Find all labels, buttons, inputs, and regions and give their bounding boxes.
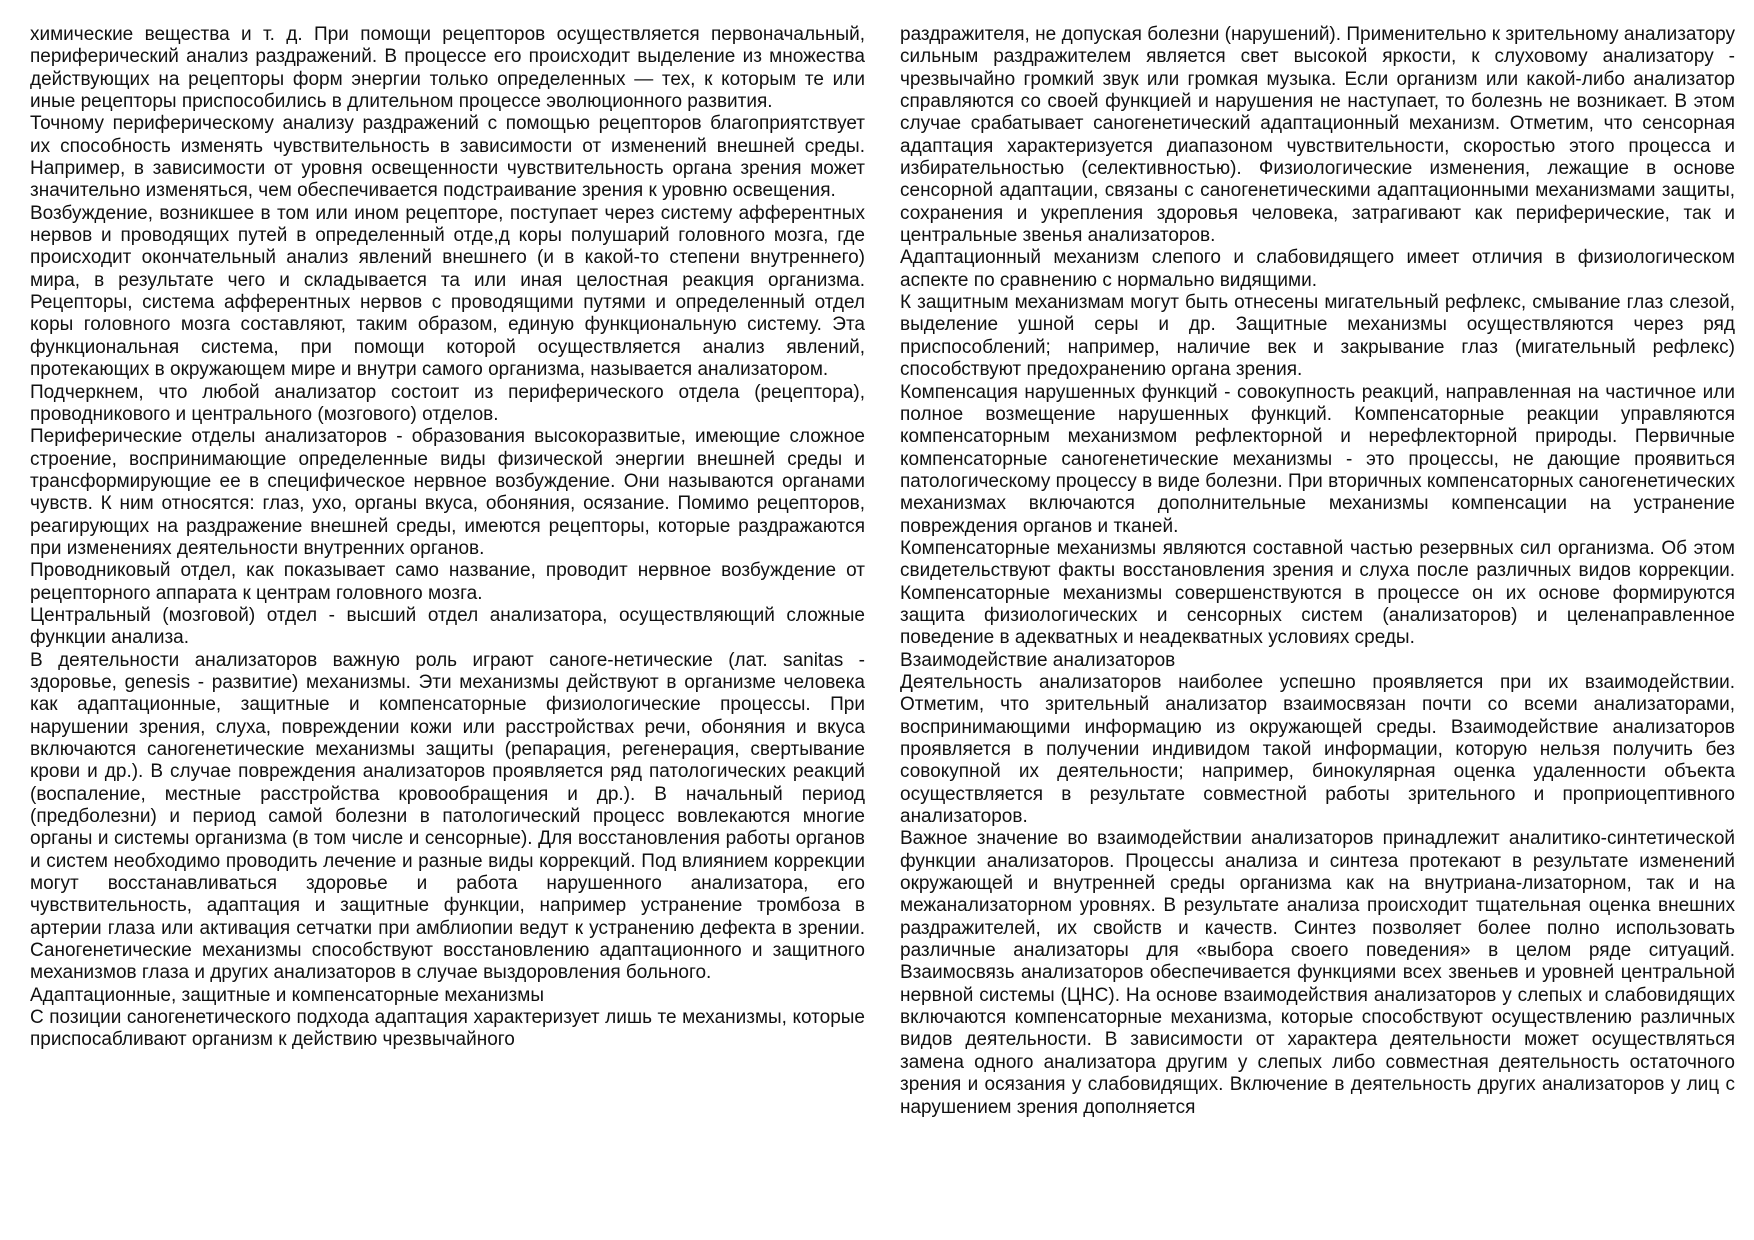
left-column bbox=[30, 24, 865, 1224]
paragraph: Центральный (мозговой) отдел - высший отдел анализатора, осуществляющий сложные функции анализа. bbox=[30, 604, 865, 649]
paragraph: С позиции саногенетического подхода адаптация характеризует лишь те механизмы, которые приспосабливают организм к действию чрезвычайного bbox=[30, 1007, 865, 1051]
paragraph: Компенсация нарушенных функций - совокупность реакций, направленная на частичное или полное возмещение нарушенных функций. Компенсаторные реакции управляются компенсаторным механизмом рефлекторной и нерефлекторной природы. Первичные компенсаторные саногенетические механизмы - это процессы, не дающие проявиться патологическому процессу в виде болезни. При вторичных компенсаторных саногенетических механизмах включаются дополнительные механизмы компенсации на устранение повреждения органов и тканей. bbox=[900, 381, 1735, 537]
paragraph: Важное значение во взаимодействии анализаторов принадлежит аналитико-синтетической функции анализаторов. Процессы анализа и синтеза протекают в результате изменений окружающей и внутренней среды организма как на внутриана-лизаторном, так и на межанализаторном уровнях. В результате анализа происходит тщательная оценка внешних раздражителей, их свойств и качеств. Синтез позволяет более полно использовать различные анализаторы для «выбора своего поведения» в целом ряде ситуаций. Взаимосвязь анализаторов обеспечивается функциями всех звеньев и уровней центральной нервной системы (ЦНС). На основе взаимодействия анализаторов у слепых и слабовидящих включаются компенсаторные механизма, которые способствуют осуществлению различных видов деятельности. В зависимости от характера деятельности может осуществляться замена одного анализатора другим у слепых либо совместная деятельность остаточного зрения и осязания у слабовидящих. Включение в деятельность других анализаторов у лиц с нарушением зрения дополняется bbox=[900, 828, 1735, 1118]
paragraph: Возбуждение, возникшее в том или ином рецепторе, поступает через систему афферентных нервов и проводящих путей в определенный отде,д коры полушарий головного мозга, где происходит окончательный анализ явлений внешнего (и в какой-то степени внутреннего) мира, в результате чего и складывается та или иная целостная реакция организма. Рецепторы, система афферентных нервов с проводящими путями и определенный отдел коры головного мозга составляют, таким образом, единую функциональную систему. Эта функциональная система, при помощи которой осуществляется анализ явлений, протекающих в окружающем мире и внутри самого организма, называется анализатором. bbox=[30, 202, 865, 381]
paragraph: Проводниковый отдел, как показывает само название, проводит нервное возбуждение от рецепторного аппарата к центрам головного мозга. bbox=[30, 560, 865, 604]
paragraph: Точному периферическому анализу раздражений с помощью рецепторов благоприятствует их способность изменять чувствительность в зависимости от изменений внешней среды. Например, в зависимости от уровня освещенности чувствительность органа зрения может значительно изменяться, чем обеспечивается подстраивание зрения к уровню освещения. bbox=[30, 113, 865, 202]
paragraph: В деятельности анализаторов важную роль играют саноге-нетические (лат. sanitas - здоровье, genesis - развитие) механизмы. Эти механизмы действуют в организме человека как адаптационные, защитные и компенсаторные физиологические процессы. При нарушении зрения, слуха, повреждении кожи или расстройствах речи, обоняния и вкуса включаются саногенетические механизмы защиты (репарация, регенерация, свертывание крови и др.). В случае повреждения анализаторов проявляется ряд патологических реакций (воспаление, местные расстройства кровообращения и др.). В начальный период (предболезни) и период самой болезни в патологический процесс вовлекаются многие органы и системы организма (в том числе и сенсорные). Для восстановления работы органов и систем необходимо проводить лечение и разные виды коррекций. Под влиянием коррекции могут восстанавливаться здоровье и работа нарушенного анализатора, его чувствительность, адаптация и защитные функции, например устранение тромбоза в артерии глаза или активация сетчатки при амблиопии ведут к устранению дефекта в зрении. Саногенетические механизмы способствуют восстановлению адаптационного и защитного механизмов глаза и других анализаторов в случае выздоровления больного. bbox=[30, 649, 865, 984]
paragraph: Подчеркнем, что любой анализатор состоит из периферического отдела (рецептора), проводникового и центрального (мозгового) отделов. bbox=[30, 381, 865, 425]
paragraph: Периферические отделы анализаторов - образования высокоразвитые, имеющие сложное строение, воспринимающие определенные виды физической энергии внешней среды и трансформирующие ее в специфическое нервное возбуждение. Они называются органами чувств. К ним относятся: глаз, ухо, органы вкуса, обоняния, осязание. Помимо рецепторов, реагирующих на раздражение внешней среды, имеются рецепторы, которые раздражаются при изменениях деятельности внутренних органов. bbox=[30, 426, 865, 559]
paragraph: Адаптационный механизм слепого и слабовидящего имеет отличия в физиологическом аспекте по сравнению с нормально видящими. bbox=[900, 247, 1735, 291]
right-column bbox=[900, 24, 1735, 1224]
paragraph: К защитным механизмам могут быть отнесены мигательный рефлекс, смывание глаз слезой, выделение ушной серы и др. Защитные механизмы осуществляются через ряд приспособлений; например, наличие век и закрывание глаз (мигательный рефлекс) способствуют предохранению органа зрения. bbox=[900, 292, 1735, 381]
paragraph: Компенсаторные механизмы являются составной частью резервных сил организма. Об этом свидетельствуют факты восстановления зрения и слуха после различных видов коррекции. Компенсаторные механизмы совершенствуются в процессе он их основе формируются защита физиологических и сенсорных систем (анализаторов) и целенаправленное поведение в адекватных и неадекватных условиях среды. bbox=[900, 537, 1735, 649]
paragraph: Деятельность анализаторов наиболее успешно проявляется при их взаимодействии. Отметим, что зрительный анализатор взаимосвязан почти со всеми анализаторами, воспринимающими информацию из окружающей среды. Взаимодействие анализаторов проявляется в получении индивидом такой информации, которую нельзя получить без совокупной их деятельности; например, бинокулярная оценка удаленности объекта осуществляется в результате совместной работы зрительного и проприоцептивного анализаторов. bbox=[900, 671, 1735, 828]
paragraph: химические вещества и т. д. При помощи рецепторов осуществляется первоначальный, периферический анализ раздражений. В процессе его происходит выделение из множества действующих на рецепторы форм энергии только определенных — тех, к которым те или иные рецепторы приспособились в длительном процессе эволюционного развития. bbox=[30, 24, 865, 113]
section-heading: Адаптационные, защитные и компенсаторные механизмы bbox=[30, 984, 544, 1006]
section-heading: Взаимодействие анализаторов bbox=[900, 649, 1176, 671]
paragraph: раздражителя, не допуская болезни (нарушений). Применительно к зрительному анализатору сильным раздражителем является свет высокой яркости, к слуховому анализатору - чрезвычайно громкий звук или громкая музыка. Если организм или какой-либо анализатор справляются со своей функцией и нарушения не наступает, то болезнь не возникает. В этом случае срабатывает саногенетический адаптационный механизм. Отметим, что сенсорная адаптация характеризуется диапазоном чувствительности, скоростью этого процесса и избирательностью (селективностью). Физиологические изменения, лежащие в основе сенсорной адаптации, связаны с саногенетическими адаптационными механизмами защиты, сохранения и укрепления здоровья человека, затрагивают как периферические, так и центральные звенья анализаторов. bbox=[900, 24, 1735, 247]
